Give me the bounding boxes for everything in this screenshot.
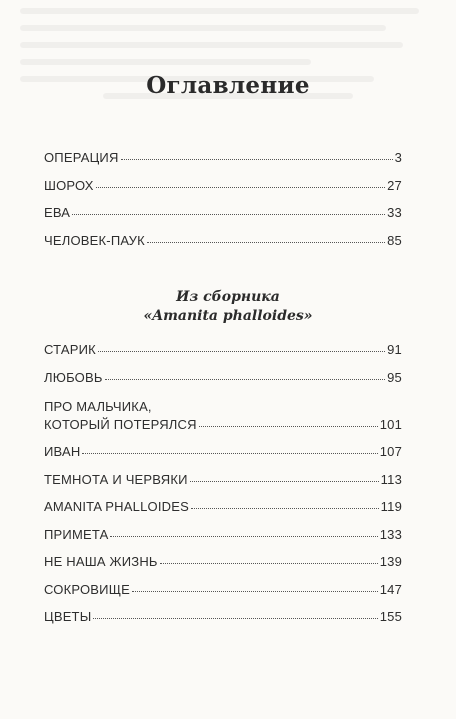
toc-entry-label: AMANITA PHALLOIDES (44, 499, 189, 514)
toc-entry-label: ПРИМЕТА (44, 526, 109, 542)
toc-entry-page: 139 (379, 554, 402, 569)
toc-entry-label: СТАРИК (44, 342, 96, 357)
toc-entry-label: ИВАН (44, 444, 81, 459)
dot-leader (121, 159, 393, 160)
toc-entry-line2 (44, 417, 402, 441)
toc-entry (44, 554, 402, 580)
toc-entry-page: 107 (379, 444, 402, 459)
toc-entry (44, 472, 402, 498)
toc-entry-label: НЕ НАША ЖИЗНЬ (44, 554, 158, 569)
dot-leader (82, 453, 377, 454)
toc-entry-label-line1: ПРО МАЛЬЧИКА, (44, 399, 152, 414)
page-title: Оглавление (146, 72, 310, 99)
toc-entry-label: ЦВЕТЫ (44, 609, 92, 624)
section-heading-line2: «Amanita phalloides» (143, 308, 313, 324)
dot-leader (98, 351, 385, 352)
toc-entry (44, 205, 402, 231)
toc-main-list (44, 150, 402, 260)
toc-entry (44, 178, 402, 204)
dot-leader (191, 508, 379, 509)
section-heading-line1: Из сборника (176, 289, 280, 305)
toc-entry-page: 91 (387, 342, 402, 357)
dot-leader (199, 426, 378, 427)
toc-section-list (44, 342, 402, 637)
dot-leader (96, 187, 386, 188)
toc-entry-label: СОКРОВИЩЕ (44, 581, 130, 597)
toc-entry (44, 233, 402, 259)
toc-entry (44, 397, 402, 441)
dot-leader (132, 591, 378, 592)
dot-leader (110, 536, 377, 537)
toc-entry-label: ЧЕЛОВЕК-ПАУК (44, 232, 145, 248)
toc-entry-page: 155 (379, 609, 402, 624)
toc-entry-page: 27 (387, 177, 402, 193)
dot-leader (160, 563, 378, 564)
toc-entry-page: 147 (379, 581, 402, 597)
toc-entry-label: ЕВА (44, 205, 71, 220)
toc-entry (44, 370, 402, 396)
toc-entry-page: 85 (387, 232, 402, 248)
toc-entry-page: 95 (387, 369, 402, 385)
toc-entry (44, 609, 402, 635)
dot-leader (147, 242, 385, 243)
toc-entry-label: ШОРОХ (44, 177, 94, 193)
toc-entry (44, 582, 402, 608)
dot-leader (190, 481, 379, 482)
toc-entry (44, 499, 402, 525)
toc-entry-label-line2: КОТОРЫЙ ПОТЕРЯЛСЯ (44, 417, 197, 432)
toc-entry-page: 119 (380, 499, 402, 514)
toc-entry (44, 444, 402, 470)
toc-entry (44, 150, 402, 176)
toc-entry-page: 33 (387, 205, 402, 220)
section-heading (0, 288, 456, 326)
dot-leader (93, 618, 377, 619)
toc-entry-page: 3 (394, 150, 402, 165)
toc-entry-label: ЛЮБОВЬ (44, 369, 103, 385)
toc-entry (44, 342, 402, 368)
toc-entry-page: 133 (379, 526, 402, 542)
dot-leader (72, 214, 385, 215)
toc-entry (44, 527, 402, 553)
toc-entry-label: ТЕМНОТА И ЧЕРВЯКИ (44, 471, 188, 487)
dot-leader (105, 379, 386, 380)
toc-entry-page: 113 (380, 471, 402, 487)
toc-entry-label: ОПЕРАЦИЯ (44, 150, 119, 165)
toc-entry-page: 101 (379, 417, 402, 432)
